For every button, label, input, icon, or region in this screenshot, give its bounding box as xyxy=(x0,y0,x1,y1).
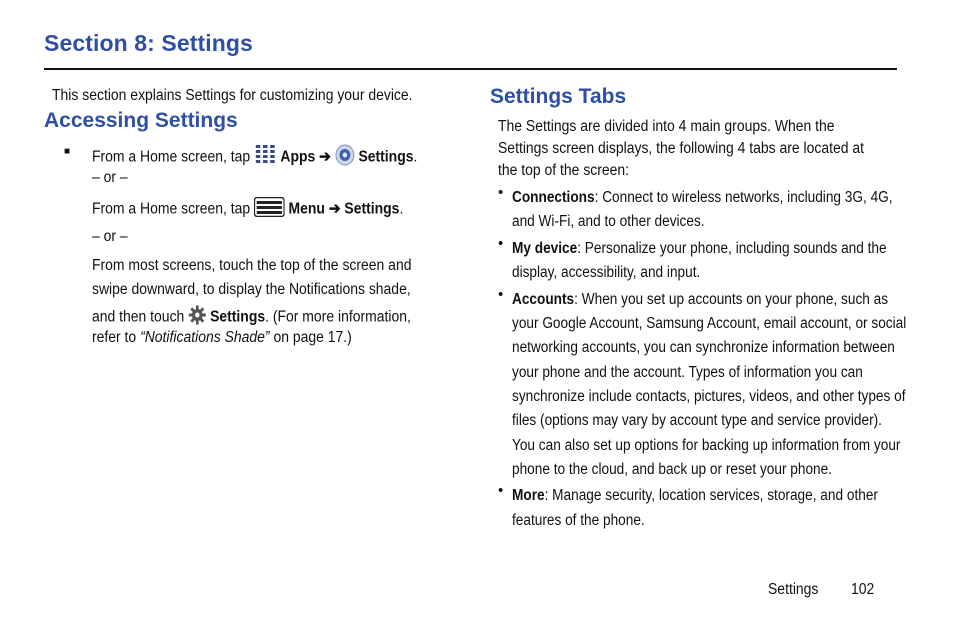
menu-label: Menu xyxy=(288,200,325,218)
step3-line1: From most screens, touch the top of the screen and xyxy=(92,257,412,274)
or-separator-1: – or – xyxy=(92,169,128,186)
mydevice-line2: display, accessibility, and input. xyxy=(512,264,701,281)
mydevice-name: My device xyxy=(512,240,578,257)
bullet-mydevice: • xyxy=(498,235,504,252)
connections-name: Connections xyxy=(512,189,595,206)
page-number: 102 xyxy=(851,581,875,598)
accounts-name: Accounts xyxy=(512,291,575,308)
notifications-shade-ref[interactable]: “Notifications Shade” xyxy=(140,329,270,346)
bullet-more: • xyxy=(498,482,504,499)
settings-label-3: Settings xyxy=(210,308,266,326)
period-2: . xyxy=(399,200,404,218)
more-name: More xyxy=(512,487,545,504)
bullet-accounts: • xyxy=(498,286,504,303)
apps-label: Apps xyxy=(280,148,316,166)
tabs-intro-line2: Settings screen displays, the following 4 tabs are located at xyxy=(498,140,865,157)
settings-tabs-heading: Settings Tabs xyxy=(490,85,627,108)
gear-icon xyxy=(188,305,206,330)
step1-line xyxy=(92,144,417,171)
accounts-line4: your phone and the account. Types of information you can xyxy=(512,364,863,381)
step3-line3 xyxy=(92,305,411,330)
tabs-intro-line1: The Settings are divided into 4 main groups. When the xyxy=(498,118,835,135)
step2-line xyxy=(92,197,403,222)
accessing-heading: Accessing Settings xyxy=(44,109,238,132)
more-line1 xyxy=(512,484,878,508)
accounts-line7: You can also set up options for backing up information from your xyxy=(512,437,901,454)
step3-line4 xyxy=(92,329,352,347)
connections-line1 xyxy=(512,186,893,210)
or-separator-2: – or – xyxy=(92,228,128,245)
accounts-line6: files (options may vary by account type and service provider). xyxy=(512,412,882,429)
settings-gear-icon xyxy=(335,144,355,171)
menu-key-icon xyxy=(254,197,285,222)
mydevice-line1 xyxy=(512,237,887,261)
accounts-line2: your Google Account, Samsung Account, email account, or social xyxy=(512,315,907,332)
accounts-line5: synchronize include contacts, pictures, videos, and other types of xyxy=(512,388,906,405)
bullet-square: ■ xyxy=(64,146,71,157)
more-desc: : Manage security, location services, storage, and other xyxy=(544,487,878,504)
apps-grid-icon xyxy=(254,144,276,171)
tabs-intro-line3: the top of the screen: xyxy=(498,162,630,179)
more-line2: features of the phone. xyxy=(512,512,645,529)
step3-line2: swipe downward, to display the Notifications shade, xyxy=(92,281,411,298)
step3-line4-prefix: refer to xyxy=(92,329,137,346)
bullet-connections: • xyxy=(498,184,504,201)
accounts-line1 xyxy=(512,288,888,312)
footer-section-name: Settings xyxy=(768,581,819,598)
intro-text: This section explains Settings for customizing your device. xyxy=(52,87,413,104)
step3-line3-suffix: . (For more information, xyxy=(265,308,411,326)
period: . xyxy=(413,148,418,166)
arrow-glyph-2: ➔ xyxy=(328,200,341,218)
settings-label-2: Settings xyxy=(344,200,400,218)
accounts-line8: phone to the cloud, and back up or reset your phone. xyxy=(512,461,833,478)
step3-line3-prefix: and then touch xyxy=(92,308,185,326)
step2-prefix: From a Home screen, tap xyxy=(92,200,251,218)
settings-label: Settings xyxy=(358,148,414,166)
mydevice-desc: : Personalize your phone, including sounds and the xyxy=(577,240,887,257)
arrow-glyph: ➔ xyxy=(319,148,331,166)
accounts-line3: networking accounts, you can synchronize information between xyxy=(512,339,895,356)
connections-desc: : Connect to wireless networks, including 3G, 4G, xyxy=(594,189,893,206)
accounts-desc: : When you set up accounts on your phone, such as xyxy=(574,291,889,308)
step3-line4-suffix: on page 17.) xyxy=(273,329,352,346)
page-title: Section 8: Settings xyxy=(44,30,253,56)
step1-prefix: From a Home screen, tap xyxy=(92,148,251,166)
connections-line2: and Wi-Fi, and to other devices. xyxy=(512,213,705,230)
title-divider xyxy=(44,68,897,70)
